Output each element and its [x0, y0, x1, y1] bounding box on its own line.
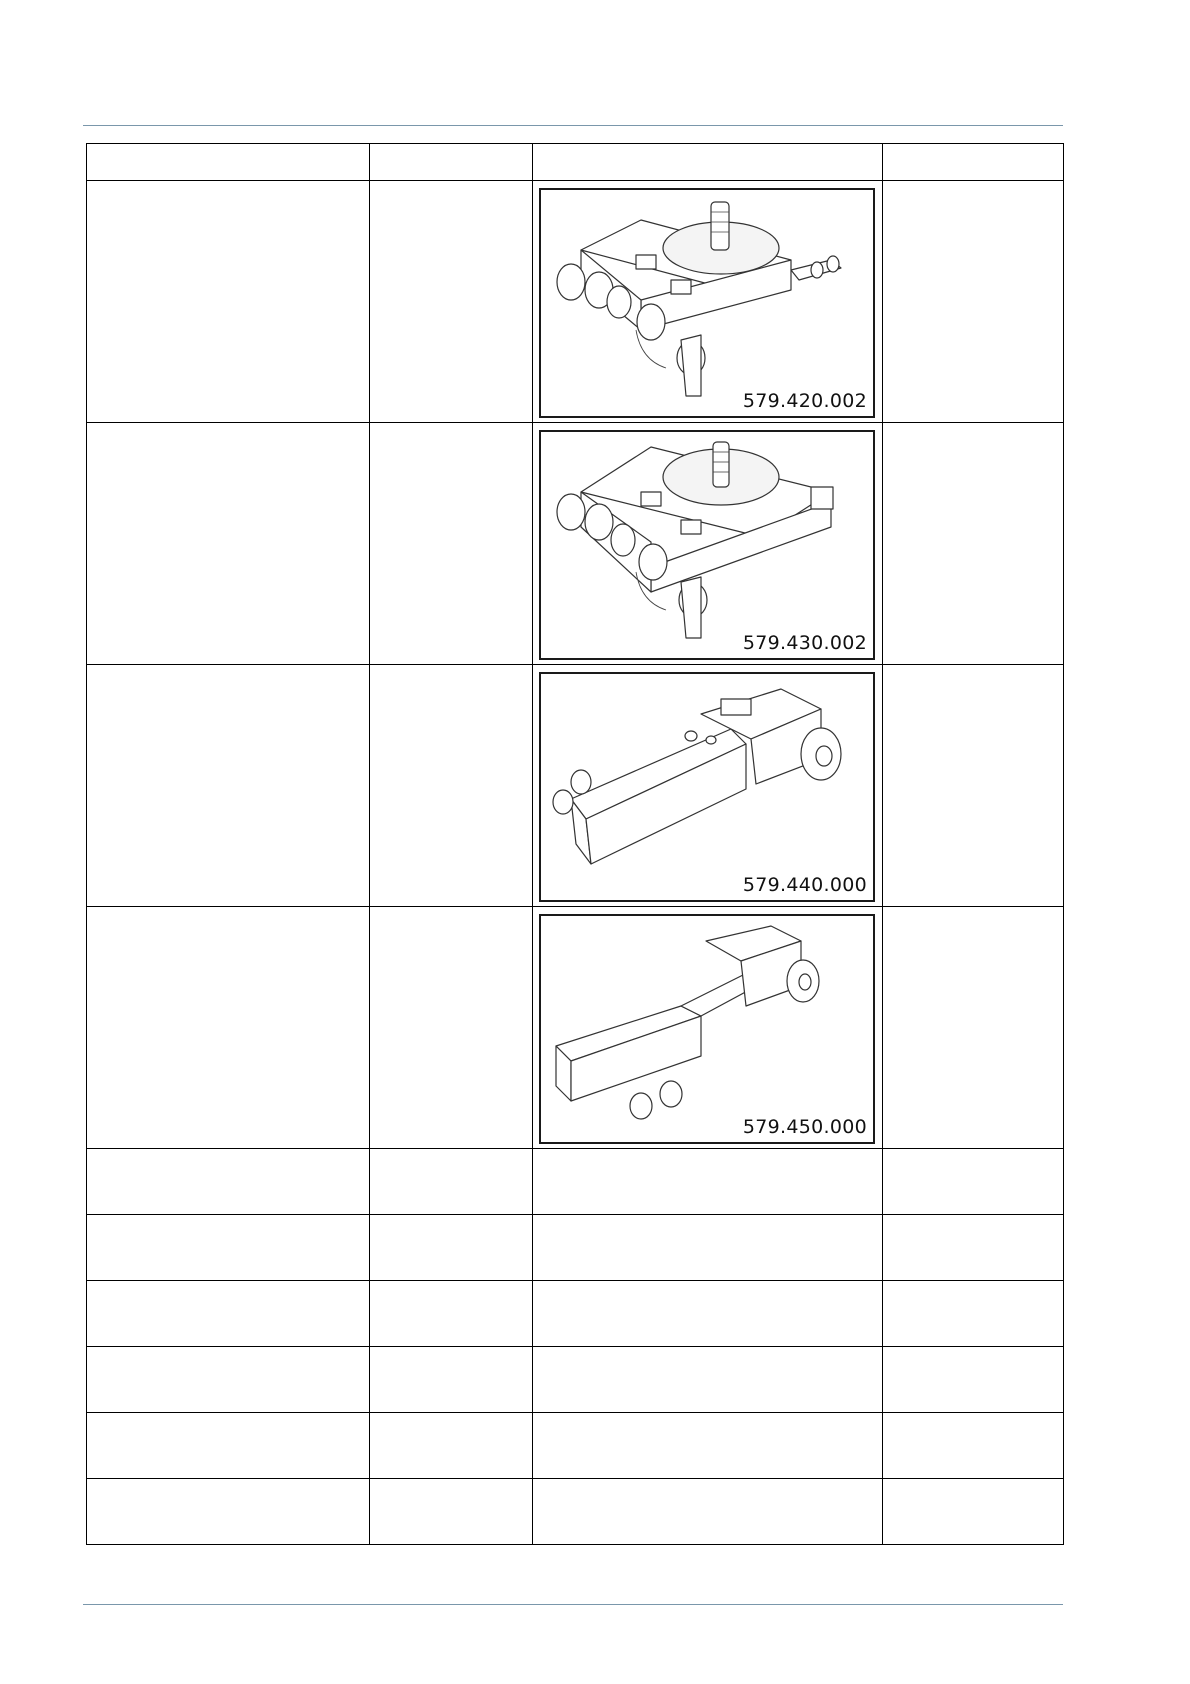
table-header-row [87, 144, 1064, 181]
table-cell [87, 665, 370, 907]
carriage-drawing-icon [541, 432, 873, 658]
table-row [87, 665, 1064, 907]
table-row [87, 1413, 1064, 1479]
parts-table [86, 143, 1064, 1545]
header-cell [370, 144, 533, 181]
part-number: 579.440.000 [742, 874, 867, 896]
part-number: 579.420.002 [742, 390, 867, 412]
part-number: 579.430.002 [742, 632, 867, 654]
table-row [87, 423, 1064, 665]
table-row [87, 907, 1064, 1149]
table-cell [883, 423, 1064, 665]
image-cell [533, 907, 883, 1149]
carriage-drawing-icon [541, 190, 873, 416]
header-cell [87, 144, 370, 181]
footer-rule [83, 1604, 1063, 1605]
table-row [87, 1281, 1064, 1347]
table-cell [87, 907, 370, 1149]
part-drawing [539, 188, 875, 418]
table-row [87, 181, 1064, 423]
table-cell [370, 181, 533, 423]
table-row [87, 1149, 1064, 1215]
table-cell [370, 907, 533, 1149]
table-cell [370, 423, 533, 665]
image-cell [533, 181, 883, 423]
table-cell [883, 665, 1064, 907]
table-cell [883, 181, 1064, 423]
table-cell [370, 665, 533, 907]
extension-arm-drawing-icon [541, 916, 873, 1142]
table-cell [87, 423, 370, 665]
header-cell [533, 144, 883, 181]
header-cell [883, 144, 1064, 181]
image-cell [533, 423, 883, 665]
extension-arm-drawing-icon [541, 674, 873, 900]
header-rule [83, 125, 1063, 126]
part-drawing [539, 672, 875, 902]
part-drawing [539, 430, 875, 660]
table-row [87, 1215, 1064, 1281]
table-row [87, 1479, 1064, 1545]
part-number: 579.450.000 [742, 1116, 867, 1138]
image-cell [533, 665, 883, 907]
table-cell [87, 181, 370, 423]
part-drawing [539, 914, 875, 1144]
table-row [87, 1347, 1064, 1413]
table-cell [883, 907, 1064, 1149]
